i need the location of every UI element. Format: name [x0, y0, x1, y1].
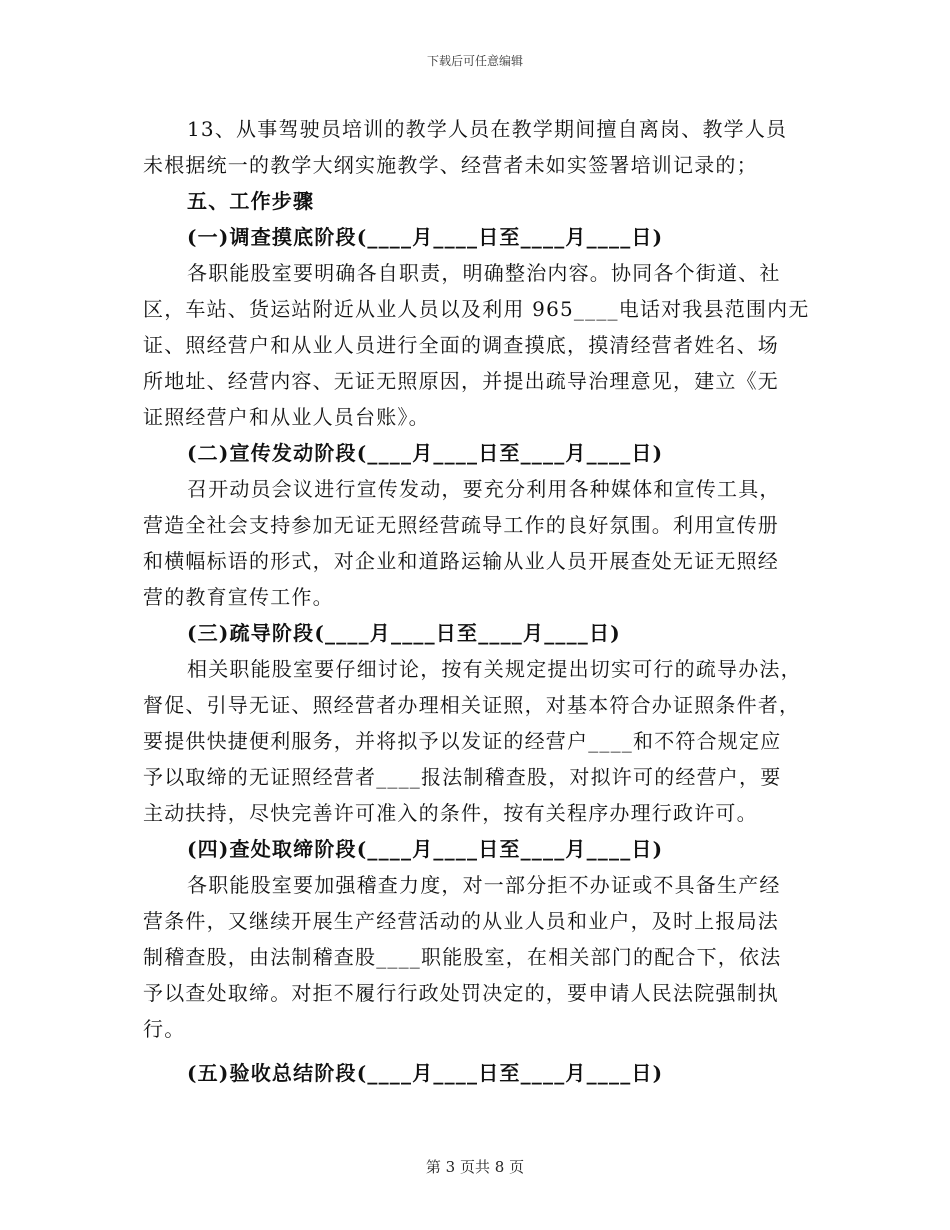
paragraph-gap — [143, 1047, 803, 1055]
body-text-line: 所地址、经营内容、无证无照原因，并提出疏导治理意见，建立《无 — [143, 369, 779, 393]
section-heading: (一)调查摸底阶段(____月____日至____月____日) — [187, 225, 664, 249]
section-heading: (四)查处取缔阶段(____月____日至____月____日) — [187, 837, 664, 861]
body-text-line: 主动扶持，尽快完善许可准入的条件，按有关程序办理行政许可。 — [143, 801, 758, 825]
section-heading: (三)疏导阶段(____月____日至____月____日) — [187, 621, 621, 645]
page-footer: 第 3 页共 8 页 — [425, 1158, 525, 1176]
body-text-line: 召开动员会议进行宣传发动，要充分利用各种媒体和宣传工具， — [187, 477, 781, 501]
body-text-line: 督促、引导无证、照经营者办理相关证照，对基本符合办证照条件者， — [143, 693, 801, 717]
body-text-line: 证、照经营户和从业人员进行全面的调查摸底，摸清经营者姓名、场 — [143, 333, 779, 357]
body-text-line: 各职能股室要明确各自职责，明确整治内容。协同各个街道、社 — [187, 261, 781, 285]
body-text-line: 营的教育宣传工作。 — [143, 585, 334, 609]
body-text-line: 行。 — [143, 1017, 186, 1041]
body-text-line: 各职能股室要加强稽查力度，对一部分拒不办证或不具备生产经 — [187, 873, 781, 897]
page-header: 下载后可任意编辑 — [426, 54, 523, 68]
section-heading: 五、工作步骤 — [187, 189, 315, 213]
section-heading: (二)宣传发动阶段(____月____日至____月____日) — [187, 441, 664, 465]
body-text-line: 和横幅标语的形式，对企业和道路运输从业人员开展查处无证无照经 — [143, 549, 779, 573]
body-text-line: 予以取缔的无证照经营者____报法制稽查股，对拟许可的经营户，要 — [143, 765, 782, 789]
body-text-line: 营条件，又继续开展生产经营活动的从业人员和业户，及时上报局法 — [143, 909, 779, 933]
section-heading: (五)验收总结阶段(____月____日至____月____日) — [187, 1061, 664, 1085]
body-text-line: 证照经营户和从业人员台账》。 — [143, 405, 430, 429]
body-text-line: 区，车站、货运站附近从业人员以及利用 965____电话对我县范围内无 — [143, 297, 810, 321]
document-body — [143, 111, 810, 1091]
body-text-line: 营造全社会支持参加无证无照经营疏导工作的良好氛围。利用宣传册 — [143, 513, 779, 537]
body-text-line: 要提供快捷便利服务，并将拟予以发证的经营户____和不符合规定应 — [143, 729, 782, 753]
body-text-line: 制稽查股，由法制稽查股____职能股室，在相关部门的配合下，依法 — [143, 945, 782, 969]
body-text-line: 未根据统一的教学大纲实施教学、经营者未如实签署培训记录的； — [143, 153, 758, 177]
body-text-line: 13、从事驾驶员培训的教学人员在教学期间擅自离岗、教学人员 — [187, 117, 788, 141]
body-text-line: 予以查处取缔。对拒不履行行政处罚决定的，要申请人民法院强制执 — [143, 981, 779, 1005]
body-text-line: 相关职能股室要仔细讨论，按有关规定提出切实可行的疏导办法， — [187, 657, 802, 681]
